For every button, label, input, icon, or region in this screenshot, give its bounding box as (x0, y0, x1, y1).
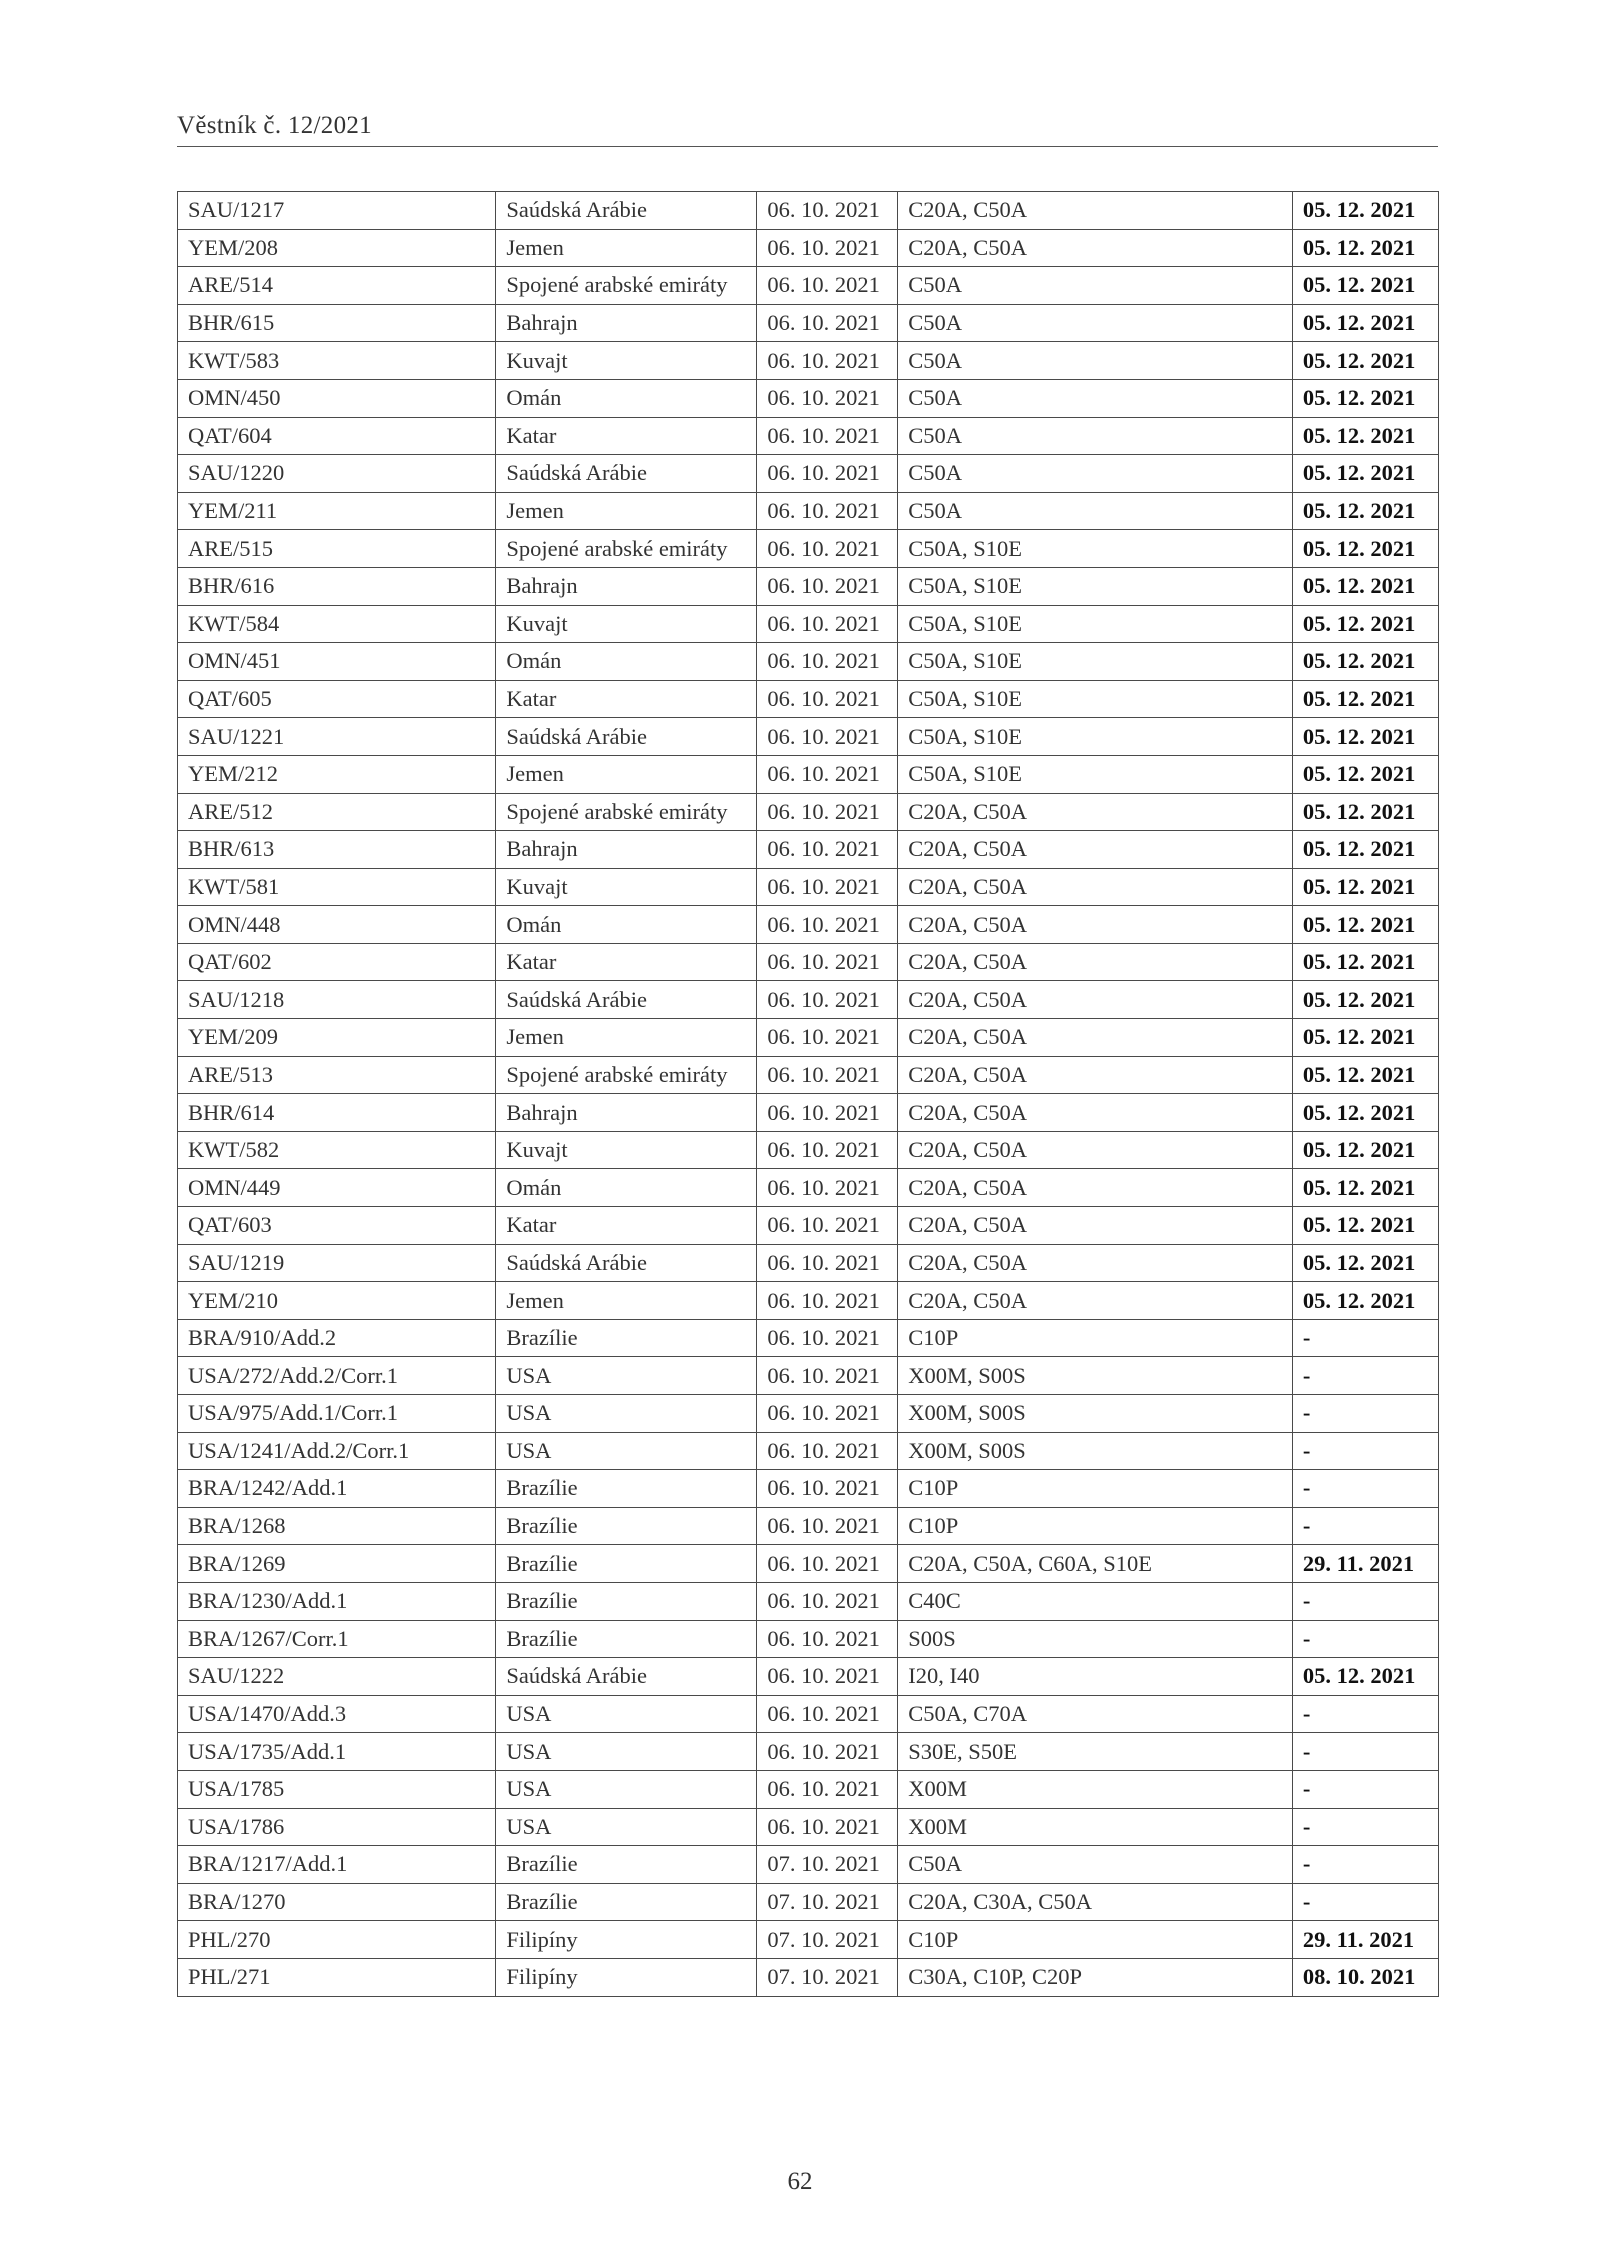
table-row (178, 1770, 1439, 1808)
table-row (178, 1733, 1439, 1771)
table-row (178, 417, 1439, 455)
product-code-cell: C20A, C50A (898, 868, 1293, 906)
table-row (178, 1094, 1439, 1132)
notification-date-cell: 06. 10. 2021 (757, 1658, 898, 1696)
notification-id-cell: BRA/1267/Corr.1 (178, 1620, 496, 1658)
table-row (178, 1019, 1439, 1057)
notification-date-cell: 06. 10. 2021 (757, 530, 898, 568)
notification-date-cell: 06. 10. 2021 (757, 1094, 898, 1132)
country-cell: Filipíny (496, 1958, 757, 1996)
notification-id-cell: OMN/451 (178, 643, 496, 681)
table-row (178, 379, 1439, 417)
table-row (178, 1921, 1439, 1959)
product-code-cell: I20, I40 (898, 1658, 1293, 1696)
product-code-cell: C50A, S10E (898, 605, 1293, 643)
table-row (178, 1207, 1439, 1245)
deadline-cell: - (1292, 1432, 1438, 1470)
notification-date-cell: 06. 10. 2021 (757, 1620, 898, 1658)
notification-date-cell: 06. 10. 2021 (757, 643, 898, 681)
notification-id-cell: SAU/1219 (178, 1244, 496, 1282)
deadline-cell: - (1292, 1395, 1438, 1433)
notification-date-cell: 06. 10. 2021 (757, 943, 898, 981)
notification-date-cell: 06. 10. 2021 (757, 1131, 898, 1169)
notification-date-cell: 06. 10. 2021 (757, 1282, 898, 1320)
notification-id-cell: BRA/910/Add.2 (178, 1319, 496, 1357)
country-cell: USA (496, 1695, 757, 1733)
table-row (178, 1620, 1439, 1658)
table-row (178, 943, 1439, 981)
notification-id-cell: ARE/513 (178, 1056, 496, 1094)
product-code-cell: S00S (898, 1620, 1293, 1658)
country-cell: Omán (496, 1169, 757, 1207)
country-cell: Kuvajt (496, 605, 757, 643)
deadline-cell: 05. 12. 2021 (1292, 1131, 1438, 1169)
product-code-cell: C10P (898, 1507, 1293, 1545)
notification-id-cell: SAU/1220 (178, 455, 496, 493)
notification-id-cell: BRA/1268 (178, 1507, 496, 1545)
product-code-cell: C50A, S10E (898, 680, 1293, 718)
product-code-cell: C50A (898, 455, 1293, 493)
country-cell: Jemen (496, 492, 757, 530)
notification-id-cell: BRA/1269 (178, 1545, 496, 1583)
country-cell: Omán (496, 643, 757, 681)
notification-id-cell: QAT/603 (178, 1207, 496, 1245)
notification-id-cell: BHR/615 (178, 304, 496, 342)
notification-id-cell: KWT/581 (178, 868, 496, 906)
notification-date-cell: 06. 10. 2021 (757, 755, 898, 793)
notification-id-cell: ARE/512 (178, 793, 496, 831)
notification-date-cell: 06. 10. 2021 (757, 379, 898, 417)
product-code-cell: C10P (898, 1921, 1293, 1959)
deadline-cell: 05. 12. 2021 (1292, 831, 1438, 869)
product-code-cell: C20A, C50A, C60A, S10E (898, 1545, 1293, 1583)
deadline-cell: 05. 12. 2021 (1292, 530, 1438, 568)
product-code-cell: X00M, S00S (898, 1395, 1293, 1433)
deadline-cell: 29. 11. 2021 (1292, 1545, 1438, 1583)
table-row (178, 1808, 1439, 1846)
notification-date-cell: 06. 10. 2021 (757, 342, 898, 380)
notification-date-cell: 06. 10. 2021 (757, 1319, 898, 1357)
table-row (178, 455, 1439, 493)
table-row (178, 492, 1439, 530)
notification-date-cell: 07. 10. 2021 (757, 1958, 898, 1996)
country-cell: USA (496, 1357, 757, 1395)
country-cell: Katar (496, 417, 757, 455)
table-row (178, 1470, 1439, 1508)
product-code-cell: C50A (898, 379, 1293, 417)
product-code-cell: C20A, C50A (898, 1244, 1293, 1282)
notification-id-cell: KWT/584 (178, 605, 496, 643)
deadline-cell: - (1292, 1883, 1438, 1921)
product-code-cell: C30A, C10P, C20P (898, 1958, 1293, 1996)
table-row (178, 1846, 1439, 1884)
deadline-cell: 05. 12. 2021 (1292, 1056, 1438, 1094)
country-cell: Omán (496, 906, 757, 944)
table-row (178, 1507, 1439, 1545)
product-code-cell: X00M, S00S (898, 1357, 1293, 1395)
deadline-cell: 05. 12. 2021 (1292, 192, 1438, 230)
notification-id-cell: BHR/613 (178, 831, 496, 869)
notification-date-cell: 06. 10. 2021 (757, 1169, 898, 1207)
product-code-cell: C20A, C50A (898, 831, 1293, 869)
product-code-cell: S30E, S50E (898, 1733, 1293, 1771)
notification-date-cell: 06. 10. 2021 (757, 981, 898, 1019)
notification-date-cell: 06. 10. 2021 (757, 605, 898, 643)
table-row (178, 1244, 1439, 1282)
country-cell: Brazílie (496, 1470, 757, 1508)
deadline-cell: 05. 12. 2021 (1292, 755, 1438, 793)
deadline-cell: 05. 12. 2021 (1292, 455, 1438, 493)
notification-date-cell: 07. 10. 2021 (757, 1846, 898, 1884)
product-code-cell: C20A, C30A, C50A (898, 1883, 1293, 1921)
product-code-cell: C20A, C50A (898, 1056, 1293, 1094)
notification-id-cell: SAU/1217 (178, 192, 496, 230)
notification-id-cell: QAT/604 (178, 417, 496, 455)
table-row (178, 1432, 1439, 1470)
deadline-cell: - (1292, 1357, 1438, 1395)
deadline-cell: - (1292, 1470, 1438, 1508)
country-cell: Bahrajn (496, 831, 757, 869)
notification-date-cell: 06. 10. 2021 (757, 229, 898, 267)
product-code-cell: C50A, C70A (898, 1695, 1293, 1733)
table-row (178, 304, 1439, 342)
notification-id-cell: BHR/616 (178, 567, 496, 605)
notification-date-cell: 06. 10. 2021 (757, 1582, 898, 1620)
country-cell: USA (496, 1395, 757, 1433)
notification-date-cell: 06. 10. 2021 (757, 1695, 898, 1733)
notification-table (177, 191, 1439, 1997)
notification-id-cell: USA/1241/Add.2/Corr.1 (178, 1432, 496, 1470)
notification-id-cell: OMN/450 (178, 379, 496, 417)
product-code-cell: C20A, C50A (898, 981, 1293, 1019)
table-row (178, 906, 1439, 944)
bulletin-title: Věstník č. 12/2021 (177, 112, 372, 139)
deadline-cell: 05. 12. 2021 (1292, 718, 1438, 756)
country-cell: Omán (496, 379, 757, 417)
product-code-cell: C50A (898, 1846, 1293, 1884)
country-cell: Brazílie (496, 1846, 757, 1884)
country-cell: Bahrajn (496, 567, 757, 605)
notification-date-cell: 06. 10. 2021 (757, 492, 898, 530)
notification-date-cell: 06. 10. 2021 (757, 567, 898, 605)
deadline-cell: - (1292, 1846, 1438, 1884)
deadline-cell: 05. 12. 2021 (1292, 342, 1438, 380)
deadline-cell: 05. 12. 2021 (1292, 981, 1438, 1019)
product-code-cell: C50A (898, 342, 1293, 380)
notification-date-cell: 07. 10. 2021 (757, 1921, 898, 1959)
table-row (178, 1545, 1439, 1583)
deadline-cell: 05. 12. 2021 (1292, 643, 1438, 681)
notification-date-cell: 06. 10. 2021 (757, 868, 898, 906)
notification-id-cell: YEM/211 (178, 492, 496, 530)
product-code-cell: X00M, S00S (898, 1432, 1293, 1470)
deadline-cell: 05. 12. 2021 (1292, 304, 1438, 342)
notification-date-cell: 06. 10. 2021 (757, 1395, 898, 1433)
product-code-cell: C50A, S10E (898, 643, 1293, 681)
notification-date-cell: 06. 10. 2021 (757, 1432, 898, 1470)
deadline-cell: - (1292, 1695, 1438, 1733)
deadline-cell: 05. 12. 2021 (1292, 1207, 1438, 1245)
notification-date-cell: 06. 10. 2021 (757, 1019, 898, 1057)
product-code-cell: C50A (898, 417, 1293, 455)
country-cell: USA (496, 1770, 757, 1808)
deadline-cell: 05. 12. 2021 (1292, 1094, 1438, 1132)
deadline-cell: 05. 12. 2021 (1292, 229, 1438, 267)
table-row (178, 718, 1439, 756)
table-row (178, 267, 1439, 305)
deadline-cell: - (1292, 1507, 1438, 1545)
notification-date-cell: 06. 10. 2021 (757, 906, 898, 944)
deadline-cell: 05. 12. 2021 (1292, 1244, 1438, 1282)
table-row (178, 793, 1439, 831)
country-cell: Jemen (496, 755, 757, 793)
country-cell: Saúdská Arábie (496, 718, 757, 756)
product-code-cell: C20A, C50A (898, 1131, 1293, 1169)
deadline-cell: - (1292, 1770, 1438, 1808)
notification-id-cell: USA/272/Add.2/Corr.1 (178, 1357, 496, 1395)
country-cell: Jemen (496, 1282, 757, 1320)
notification-id-cell: PHL/271 (178, 1958, 496, 1996)
deadline-cell: 29. 11. 2021 (1292, 1921, 1438, 1959)
table-row (178, 831, 1439, 869)
deadline-cell: 05. 12. 2021 (1292, 267, 1438, 305)
notification-id-cell: SAU/1222 (178, 1658, 496, 1696)
notification-date-cell: 06. 10. 2021 (757, 192, 898, 230)
notification-date-cell: 06. 10. 2021 (757, 793, 898, 831)
deadline-cell: 05. 12. 2021 (1292, 379, 1438, 417)
product-code-cell: C20A, C50A (898, 793, 1293, 831)
notification-id-cell: USA/1470/Add.3 (178, 1695, 496, 1733)
notification-id-cell: USA/1785 (178, 1770, 496, 1808)
deadline-cell: 05. 12. 2021 (1292, 1658, 1438, 1696)
country-cell: Katar (496, 943, 757, 981)
country-cell: Filipíny (496, 1921, 757, 1959)
notification-id-cell: BRA/1230/Add.1 (178, 1582, 496, 1620)
table-row (178, 1883, 1439, 1921)
deadline-cell: - (1292, 1319, 1438, 1357)
country-cell: Brazílie (496, 1582, 757, 1620)
notification-id-cell: BRA/1217/Add.1 (178, 1846, 496, 1884)
product-code-cell: C50A, S10E (898, 755, 1293, 793)
notification-id-cell: SAU/1218 (178, 981, 496, 1019)
table-row (178, 1958, 1439, 1996)
deadline-cell: 05. 12. 2021 (1292, 417, 1438, 455)
deadline-cell: 05. 12. 2021 (1292, 868, 1438, 906)
table-row (178, 530, 1439, 568)
product-code-cell: C20A, C50A (898, 1282, 1293, 1320)
table-row (178, 1357, 1439, 1395)
country-cell: Kuvajt (496, 342, 757, 380)
country-cell: Spojené arabské emiráty (496, 1056, 757, 1094)
notification-date-cell: 07. 10. 2021 (757, 1883, 898, 1921)
deadline-cell: 08. 10. 2021 (1292, 1958, 1438, 1996)
notification-date-cell: 06. 10. 2021 (757, 1470, 898, 1508)
country-cell: Saúdská Arábie (496, 455, 757, 493)
table-row (178, 1169, 1439, 1207)
table-row (178, 229, 1439, 267)
country-cell: Jemen (496, 1019, 757, 1057)
deadline-cell: 05. 12. 2021 (1292, 492, 1438, 530)
product-code-cell: C20A, C50A (898, 906, 1293, 944)
product-code-cell: C20A, C50A (898, 192, 1293, 230)
notification-id-cell: KWT/583 (178, 342, 496, 380)
notification-date-cell: 06. 10. 2021 (757, 1056, 898, 1094)
product-code-cell: C10P (898, 1319, 1293, 1357)
deadline-cell: 05. 12. 2021 (1292, 680, 1438, 718)
table-row (178, 1695, 1439, 1733)
product-code-cell: C50A (898, 492, 1293, 530)
notification-date-cell: 06. 10. 2021 (757, 455, 898, 493)
product-code-cell: C20A, C50A (898, 229, 1293, 267)
page-number: 62 (787, 2168, 813, 2195)
country-cell: Brazílie (496, 1319, 757, 1357)
notification-date-cell: 06. 10. 2021 (757, 1808, 898, 1846)
notification-id-cell: BRA/1270 (178, 1883, 496, 1921)
country-cell: Saúdská Arábie (496, 981, 757, 1019)
country-cell: Spojené arabské emiráty (496, 793, 757, 831)
product-code-cell: C10P (898, 1470, 1293, 1508)
country-cell: Brazílie (496, 1883, 757, 1921)
product-code-cell: C50A, S10E (898, 718, 1293, 756)
table-row (178, 1056, 1439, 1094)
country-cell: USA (496, 1432, 757, 1470)
notification-date-cell: 06. 10. 2021 (757, 831, 898, 869)
country-cell: Bahrajn (496, 304, 757, 342)
deadline-cell: - (1292, 1620, 1438, 1658)
product-code-cell: C20A, C50A (898, 1019, 1293, 1057)
notification-id-cell: SAU/1221 (178, 718, 496, 756)
notification-id-cell: BHR/614 (178, 1094, 496, 1132)
notification-date-cell: 06. 10. 2021 (757, 267, 898, 305)
deadline-cell: 05. 12. 2021 (1292, 567, 1438, 605)
table-row (178, 567, 1439, 605)
table-row (178, 1658, 1439, 1696)
table-row (178, 192, 1439, 230)
notification-id-cell: OMN/448 (178, 906, 496, 944)
notification-date-cell: 06. 10. 2021 (757, 304, 898, 342)
table-row (178, 1395, 1439, 1433)
notification-table-body (178, 192, 1439, 1997)
notification-id-cell: USA/975/Add.1/Corr.1 (178, 1395, 496, 1433)
notification-date-cell: 06. 10. 2021 (757, 1733, 898, 1771)
notification-id-cell: YEM/212 (178, 755, 496, 793)
notification-date-cell: 06. 10. 2021 (757, 1357, 898, 1395)
table-row (178, 342, 1439, 380)
deadline-cell: 05. 12. 2021 (1292, 1019, 1438, 1057)
notification-date-cell: 06. 10. 2021 (757, 417, 898, 455)
product-code-cell: C20A, C50A (898, 943, 1293, 981)
deadline-cell: 05. 12. 2021 (1292, 943, 1438, 981)
deadline-cell: - (1292, 1733, 1438, 1771)
notification-date-cell: 06. 10. 2021 (757, 1545, 898, 1583)
country-cell: Brazílie (496, 1507, 757, 1545)
product-code-cell: X00M (898, 1770, 1293, 1808)
notification-id-cell: QAT/605 (178, 680, 496, 718)
notification-id-cell: PHL/270 (178, 1921, 496, 1959)
table-row (178, 1582, 1439, 1620)
country-cell: Bahrajn (496, 1094, 757, 1132)
notification-id-cell: OMN/449 (178, 1169, 496, 1207)
product-code-cell: C20A, C50A (898, 1169, 1293, 1207)
table-row (178, 755, 1439, 793)
deadline-cell: 05. 12. 2021 (1292, 1169, 1438, 1207)
table-row (178, 1319, 1439, 1357)
notification-id-cell: QAT/602 (178, 943, 496, 981)
country-cell: Kuvajt (496, 1131, 757, 1169)
notification-id-cell: YEM/210 (178, 1282, 496, 1320)
country-cell: Katar (496, 680, 757, 718)
notification-id-cell: YEM/209 (178, 1019, 496, 1057)
product-code-cell: C50A (898, 267, 1293, 305)
deadline-cell: 05. 12. 2021 (1292, 906, 1438, 944)
product-code-cell: C40C (898, 1582, 1293, 1620)
country-cell: Kuvajt (496, 868, 757, 906)
notification-id-cell: USA/1735/Add.1 (178, 1733, 496, 1771)
country-cell: USA (496, 1808, 757, 1846)
product-code-cell: X00M (898, 1808, 1293, 1846)
table-row (178, 643, 1439, 681)
deadline-cell: - (1292, 1582, 1438, 1620)
table-row (178, 605, 1439, 643)
product-code-cell: C50A (898, 304, 1293, 342)
page-header (177, 112, 1438, 147)
deadline-cell: 05. 12. 2021 (1292, 793, 1438, 831)
product-code-cell: C20A, C50A (898, 1094, 1293, 1132)
table-row (178, 1131, 1439, 1169)
country-cell: Saúdská Arábie (496, 1244, 757, 1282)
notification-id-cell: USA/1786 (178, 1808, 496, 1846)
notification-id-cell: KWT/582 (178, 1131, 496, 1169)
country-cell: USA (496, 1733, 757, 1771)
country-cell: Saúdská Arábie (496, 192, 757, 230)
notification-id-cell: BRA/1242/Add.1 (178, 1470, 496, 1508)
notification-id-cell: ARE/515 (178, 530, 496, 568)
notification-date-cell: 06. 10. 2021 (757, 1207, 898, 1245)
country-cell: Katar (496, 1207, 757, 1245)
country-cell: Brazílie (496, 1545, 757, 1583)
product-code-cell: C50A, S10E (898, 530, 1293, 568)
country-cell: Spojené arabské emiráty (496, 267, 757, 305)
notification-date-cell: 06. 10. 2021 (757, 1770, 898, 1808)
notification-date-cell: 06. 10. 2021 (757, 718, 898, 756)
notification-id-cell: YEM/208 (178, 229, 496, 267)
notification-date-cell: 06. 10. 2021 (757, 680, 898, 718)
country-cell: Jemen (496, 229, 757, 267)
deadline-cell: - (1292, 1808, 1438, 1846)
table-row (178, 981, 1439, 1019)
table-row (178, 680, 1439, 718)
country-cell: Spojené arabské emiráty (496, 530, 757, 568)
product-code-cell: C50A, S10E (898, 567, 1293, 605)
deadline-cell: 05. 12. 2021 (1292, 1282, 1438, 1320)
notification-date-cell: 06. 10. 2021 (757, 1244, 898, 1282)
product-code-cell: C20A, C50A (898, 1207, 1293, 1245)
country-cell: Brazílie (496, 1620, 757, 1658)
table-row (178, 1282, 1439, 1320)
table-row (178, 868, 1439, 906)
country-cell: Saúdská Arábie (496, 1658, 757, 1696)
notification-id-cell: ARE/514 (178, 267, 496, 305)
notification-date-cell: 06. 10. 2021 (757, 1507, 898, 1545)
deadline-cell: 05. 12. 2021 (1292, 605, 1438, 643)
